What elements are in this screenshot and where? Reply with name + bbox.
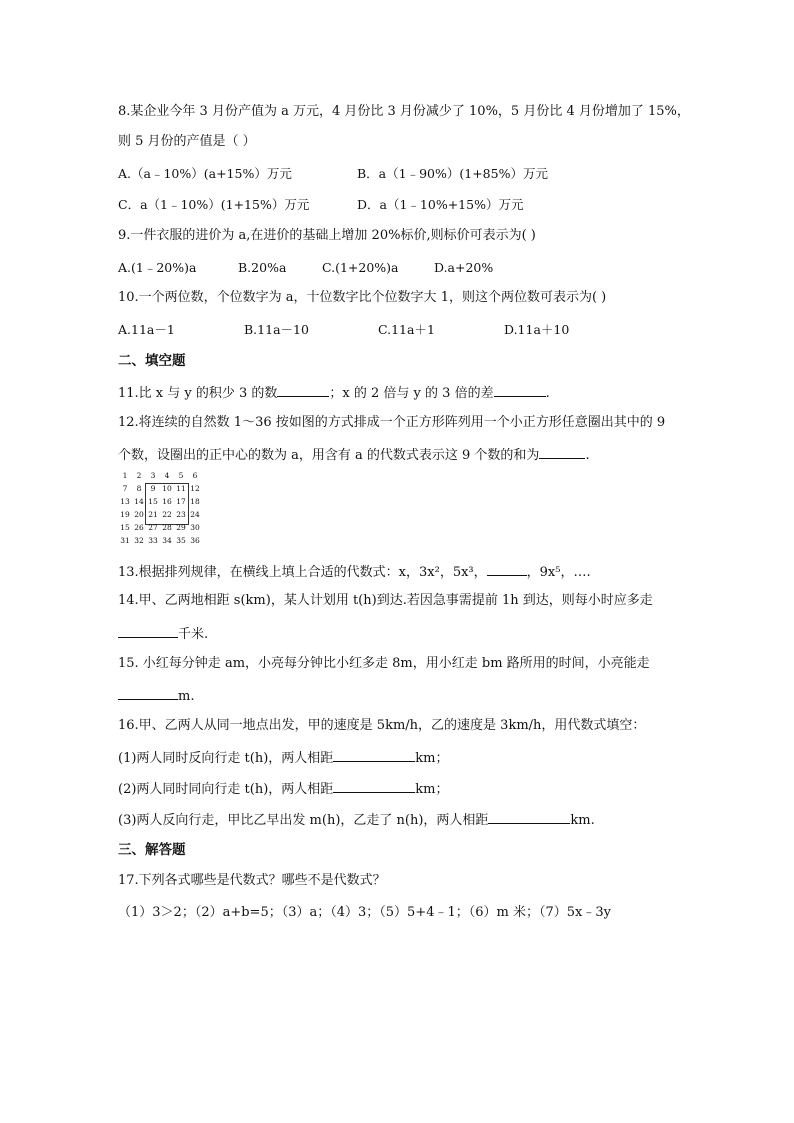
q17-expressions: （1）3＞2；（2）a+b=5；（3）a；（4）3；（5）5+4﹣1；（6）m 米；（7）5x﹣3y [118, 905, 611, 920]
q10-option-d: D.11a＋10 [504, 322, 570, 337]
q8-stem-line2: 则 5 月份的产值是（ ） [118, 134, 256, 149]
grid-number: 8 [136, 484, 142, 493]
grid-number: 11 [176, 484, 186, 493]
q15-stem-line2 [118, 686, 194, 706]
grid-number: 13 [120, 497, 130, 506]
grid-number: 2 [136, 471, 142, 480]
q8-option-a: A.（a﹣10%）(a+15%）万元 [118, 166, 292, 181]
q9-option-c: C.(1+20%)a [322, 260, 399, 275]
q12-blank[interactable] [539, 445, 585, 459]
q13-part-b: ，9x⁵，…. [526, 565, 591, 580]
q15-unit: m. [178, 689, 195, 704]
grid-number: 27 [148, 523, 158, 532]
q10-stem: 10.一个两位数，个位数字为 a，十位数字比个位数字大 1，则这个两位数可表示为( ) [118, 290, 607, 305]
q12-stem-line2 [118, 445, 590, 465]
grid-number: 28 [162, 523, 172, 532]
grid-number: 18 [190, 497, 200, 506]
grid-number: 20 [134, 510, 144, 519]
q16-part-2 [118, 779, 449, 799]
grid-number: 4 [164, 471, 170, 480]
grid-number: 7 [122, 484, 128, 493]
grid-number: 6 [192, 471, 198, 480]
q12-part-b: . [585, 448, 590, 463]
grid-number: 29 [176, 523, 186, 532]
q14-unit: 千米. [178, 627, 209, 642]
q16-part-3 [118, 810, 595, 830]
grid-number: 30 [190, 523, 200, 532]
q11-stem [118, 383, 550, 403]
q10-option-a: A.11a－1 [118, 322, 175, 337]
grid-number: 15 [120, 523, 130, 532]
section-answer-heading: 三、解答题 [118, 842, 186, 858]
q8-option-b: B．a（1﹣90%）(1+85%）万元 [357, 166, 548, 181]
q16-part-1-unit: km； [415, 751, 449, 766]
q10-option-c: C.11a＋1 [378, 322, 435, 337]
grid-number: 1 [122, 471, 128, 480]
q16-part-2-unit: km； [415, 782, 449, 797]
q9-option-d: D.a+20% [434, 260, 494, 275]
q9-option-b: B.20%a [238, 260, 287, 275]
q16-part-3-text: (3)两人反向行走，甲比乙早出发 m(h)，乙走了 n(h)，两人相距 [118, 813, 489, 828]
q10-option-b: B.11a－10 [244, 322, 309, 337]
grid-number: 21 [148, 510, 158, 519]
grid-number: 17 [176, 497, 186, 506]
q11-blank-1[interactable] [277, 383, 329, 397]
grid-number: 9 [150, 484, 156, 493]
q16-blank-2[interactable] [333, 779, 415, 793]
q16-blank-1[interactable] [333, 748, 415, 762]
q12-stem-line1: 12.将连续的自然数 1～36 按如图的方式排成一个正方形阵列用一个小正方形任意圈出其中的 9 [118, 415, 666, 430]
q9-option-a: A.(1﹣20%)a [118, 260, 197, 275]
q11-part-a: 11.比 x 与 y 的积少 3 的数 [118, 386, 278, 401]
q14-blank[interactable] [118, 624, 178, 638]
q16-part-3-unit: km. [570, 813, 595, 828]
q8-option-d: D．a（1﹣10%+15%）万元 [357, 197, 524, 212]
q11-part-b: ；x 的 2 倍与 y 的 3 倍的差 [329, 386, 494, 401]
q16-part-1-text: (1)两人同时反向行走 t(h)，两人相距 [118, 751, 334, 766]
q12-part-a: 个数，设圈出的正中心的数为 a，用含有 a 的代数式表示这 9 个数的和为 [118, 448, 540, 463]
q16-stem: 16.甲、乙两人从同一地点出发，甲的速度是 5km/h，乙的速度是 3km/h，用代数式填空： [118, 718, 646, 733]
number-grid-figure [118, 470, 204, 548]
grid-number: 31 [120, 536, 130, 545]
grid-number: 16 [162, 497, 172, 506]
grid-number: 23 [176, 510, 186, 519]
q13-part-a: 13.根据排列规律，在横线上填上合适的代数式：x，3x²，5x³， [118, 565, 487, 580]
q15-blank[interactable] [118, 686, 178, 700]
q16-blank-3[interactable] [488, 810, 570, 824]
grid-number: 24 [190, 510, 200, 519]
q15-stem-line1: 15. 小红每分钟走 am，小亮每分钟比小红多走 8m，用小红走 bm 路所用的时间，小亮能走 [118, 656, 650, 671]
q9-stem: 9.一件衣服的进价为 a,在进价的基础上增加 20%标价,则标价可表示为( ) [118, 228, 536, 243]
section-fill-in-heading: 二、填空题 [118, 353, 186, 369]
grid-number: 5 [178, 471, 184, 480]
q16-part-1 [118, 748, 449, 768]
q13-blank[interactable] [487, 562, 527, 576]
q8-option-c: C．a（1﹣10%）(1+15%）万元 [118, 197, 310, 212]
q14-stem-line2 [118, 624, 208, 644]
grid-number: 36 [190, 536, 200, 545]
grid-number: 15 [148, 497, 158, 506]
grid-number: 12 [190, 484, 200, 493]
grid-number: 35 [176, 536, 186, 545]
q14-stem-line1: 14.甲、乙两地相距 s(km)，某人计划用 t(h)到达.若因急事需提前 1h 到达，则每小时应多走 [118, 593, 653, 608]
q17-stem: 17.下列各式哪些是代数式？哪些不是代数式？ [118, 873, 386, 888]
grid-number: 19 [120, 510, 130, 519]
q11-part-c: . [545, 386, 550, 401]
grid-number: 34 [162, 536, 172, 545]
grid-number: 14 [134, 497, 144, 506]
q13-stem [118, 562, 591, 582]
grid-number: 32 [134, 536, 144, 545]
grid-number: 10 [162, 484, 172, 493]
grid-number: 26 [134, 523, 144, 532]
grid-number: 3 [150, 471, 156, 480]
q16-part-2-text: (2)两人同时同向行走 t(h)，两人相距 [118, 782, 334, 797]
q8-stem-line1: 8.某企业今年 3 月份产值为 a 万元，4 月份比 3 月份减少了 10%，5 月份比 4 月份增加了 15%， [118, 104, 690, 119]
q11-blank-2[interactable] [494, 383, 546, 397]
grid-number: 22 [162, 510, 172, 519]
grid-number: 33 [148, 536, 158, 545]
